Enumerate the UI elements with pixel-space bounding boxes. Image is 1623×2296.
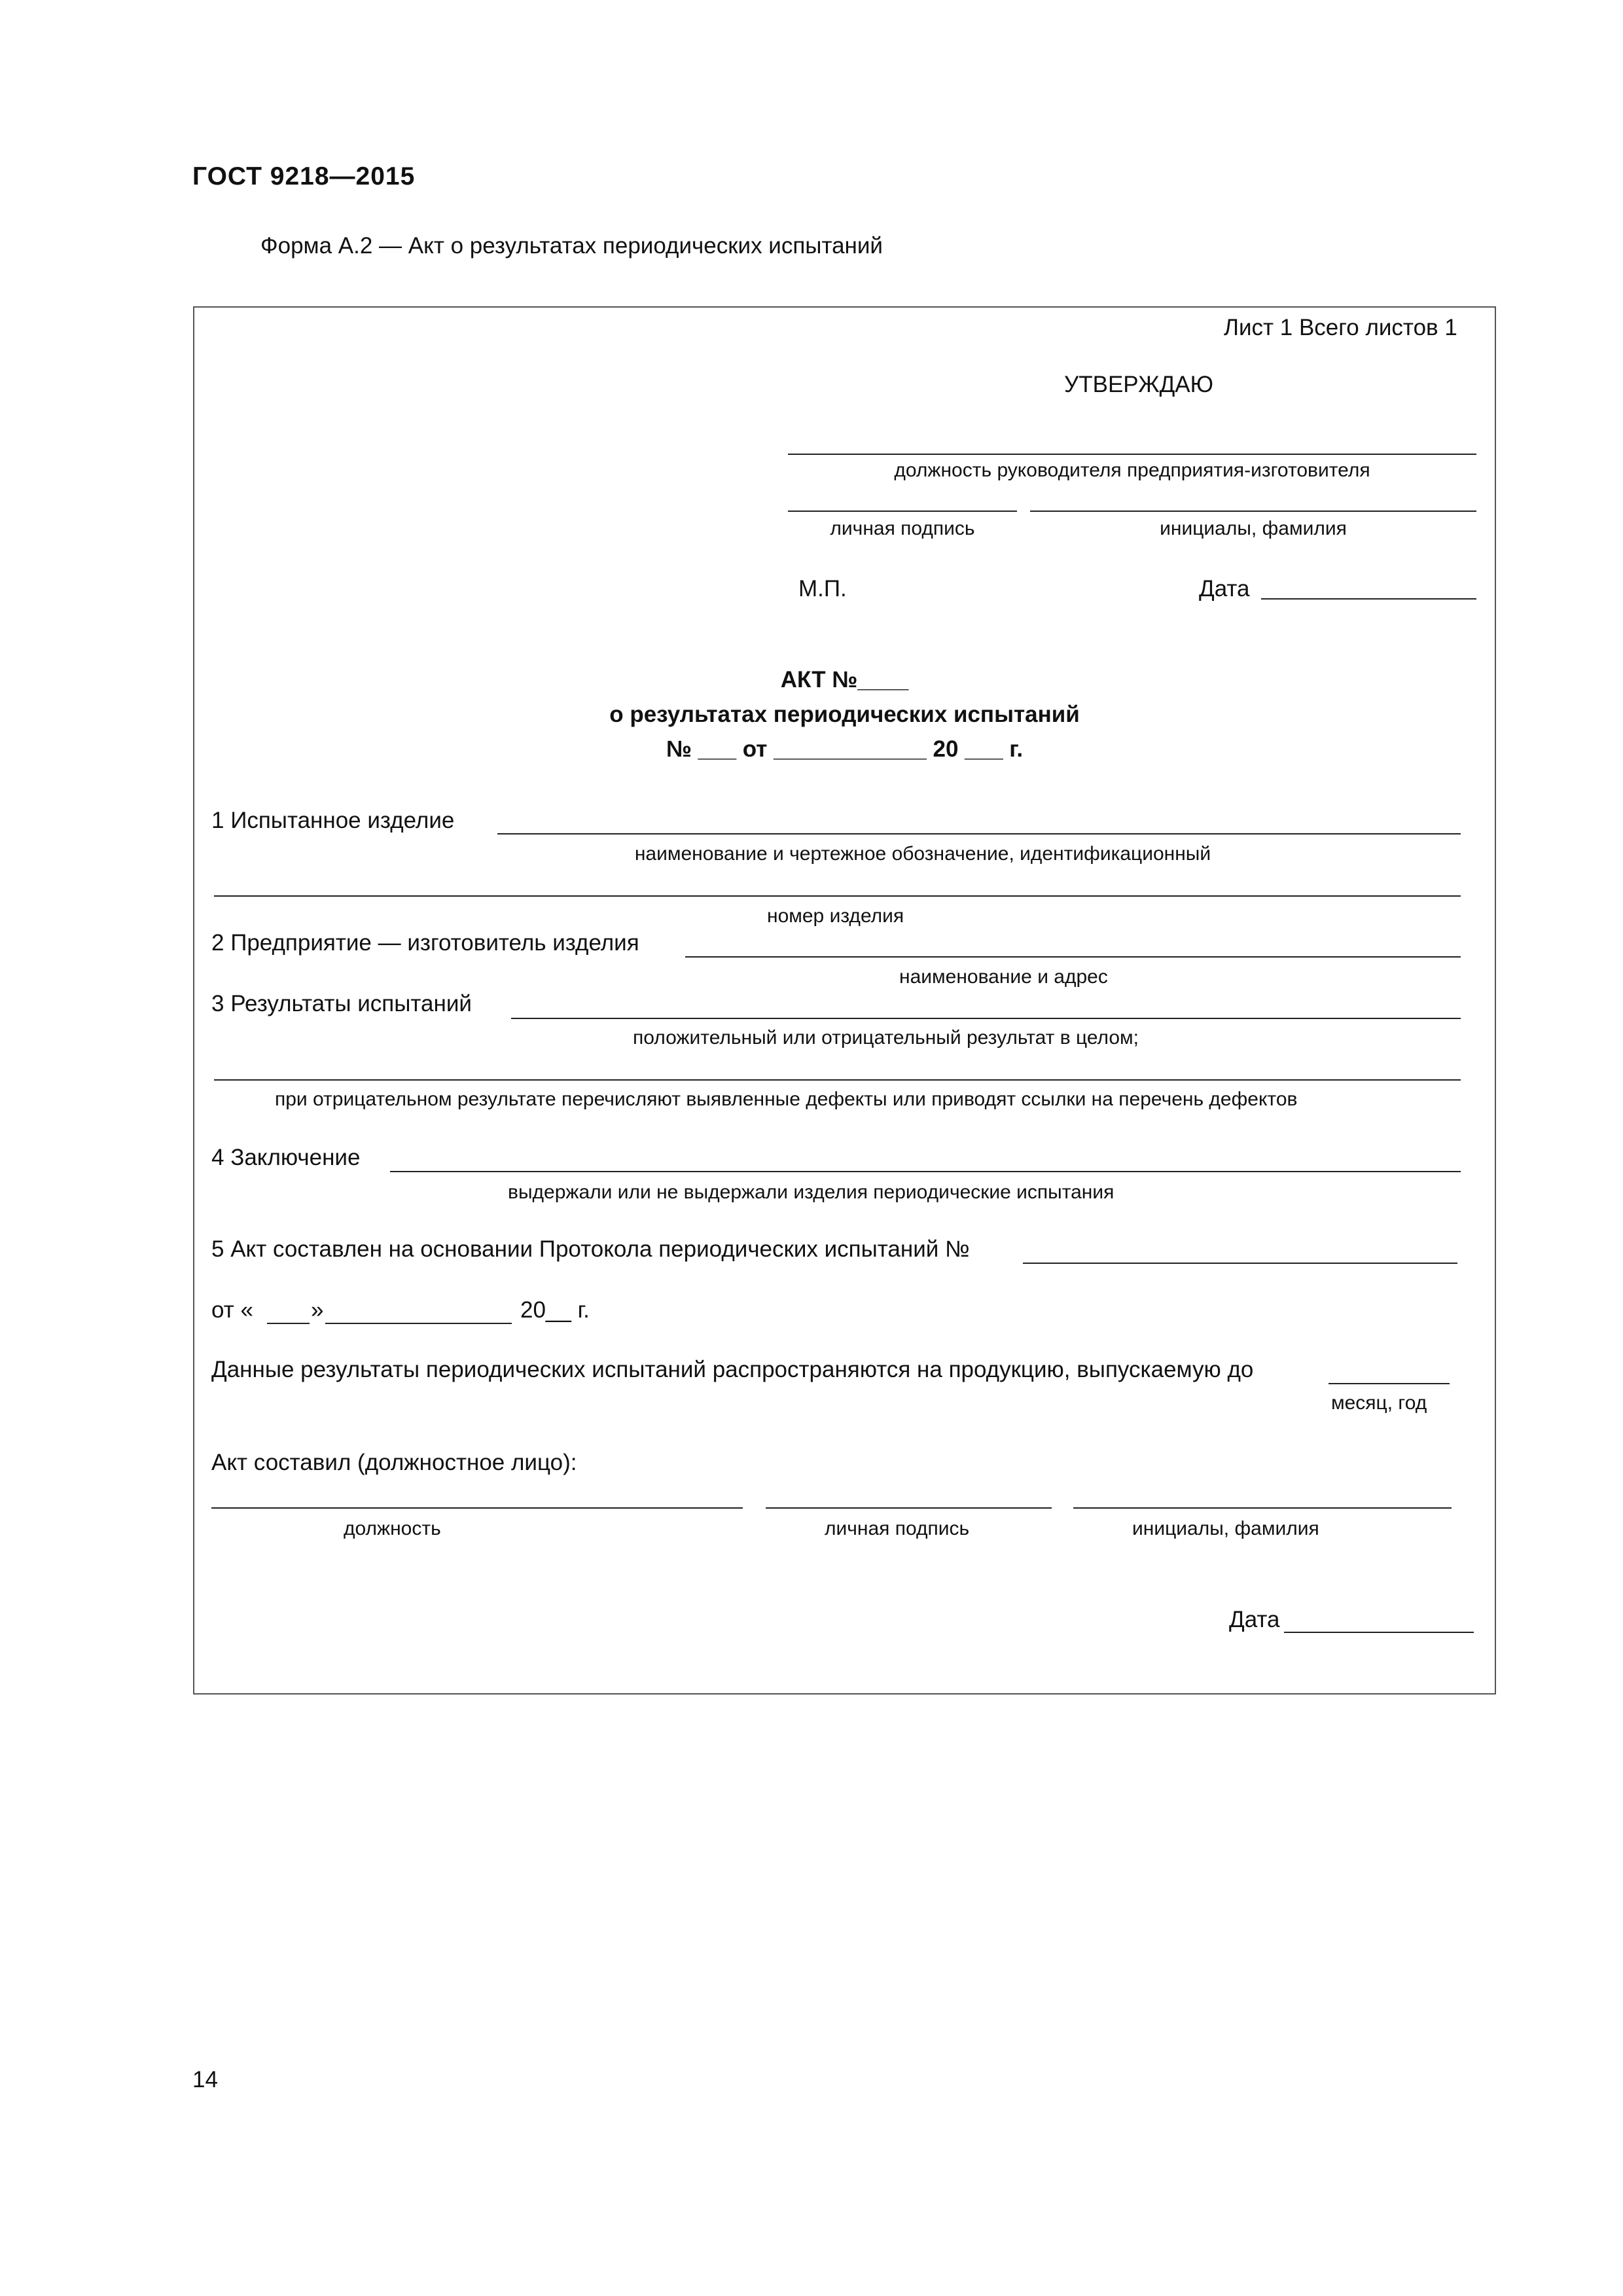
conclusion-line[interactable] — [390, 1171, 1461, 1172]
compiler-position-line[interactable] — [211, 1507, 743, 1509]
extension-text: Данные результаты периодических испытаний распространяются на продукцию, выпускаемую до — [211, 1357, 1254, 1382]
tested-product-caption-2: номер изделия — [767, 905, 904, 927]
approval-title: УТВЕРЖДАЮ — [1064, 372, 1213, 397]
conclusion-caption: выдержали или не выдержали изделия периодические испытания — [508, 1181, 1115, 1203]
results-caption-2: при отрицательном результате перечисляют выявленные дефекты или приводят ссылки на перечень дефектов — [275, 1088, 1298, 1110]
from-date-month-line[interactable] — [325, 1323, 512, 1324]
approver-position-line[interactable] — [788, 454, 1476, 455]
item-manufacturer-label: 2 Предприятие — изготовитель изделия — [211, 930, 639, 956]
standard-header: ГОСТ 9218—2015 — [192, 162, 416, 190]
from-date-quote-close: » — [311, 1297, 324, 1323]
tested-product-line-2[interactable] — [214, 895, 1461, 897]
compiler-date-label: Дата — [1229, 1607, 1280, 1632]
from-date-day-line[interactable] — [267, 1323, 310, 1324]
act-subtitle: о результатах периодических испытаний — [609, 702, 1080, 727]
tested-product-caption: наименование и чертежное обозначение, идентификационный — [634, 843, 1211, 865]
extension-date-line[interactable] — [1329, 1383, 1450, 1384]
item-conclusion-label: 4 Заключение — [211, 1145, 361, 1170]
act-number-line: № ___ от ____________ 20 ___ г. — [666, 736, 1024, 762]
compiler-name-line[interactable] — [1073, 1507, 1452, 1509]
approver-signature-caption: личная подпись — [830, 518, 975, 539]
act-title: АКТ №____ — [780, 667, 909, 692]
item-results-label: 3 Результаты испытаний — [211, 991, 472, 1016]
approver-name-caption: инициалы, фамилия — [1160, 518, 1347, 539]
compiler-date-line[interactable] — [1284, 1632, 1474, 1633]
results-line[interactable] — [511, 1018, 1461, 1019]
from-date-prefix: от « — [211, 1297, 253, 1323]
approver-name-line[interactable] — [1030, 511, 1476, 512]
stamp-label: М.П. — [798, 576, 847, 601]
manufacturer-caption: наименование и адрес — [899, 966, 1108, 988]
results-line-2[interactable] — [214, 1079, 1461, 1081]
compiler-name-caption: инициалы, фамилия — [1132, 1518, 1319, 1539]
sheet-info: Лист 1 Всего листов 1 — [1224, 315, 1457, 340]
compiler-signature-caption: личная подпись — [825, 1518, 970, 1539]
form-title: Форма А.2 — Акт о результатах периодических испытаний — [260, 233, 883, 259]
approver-signature-line[interactable] — [788, 511, 1017, 512]
compiler-position-caption: должность — [344, 1518, 441, 1539]
protocol-number-line[interactable] — [1023, 1263, 1457, 1264]
item-tested-product-label: 1 Испытанное изделие — [211, 808, 455, 833]
approval-date-line[interactable] — [1261, 598, 1476, 600]
compiler-label: Акт составил (должностное лицо): — [211, 1450, 577, 1475]
tested-product-line[interactable] — [497, 833, 1461, 834]
compiler-signature-line[interactable] — [766, 1507, 1052, 1509]
from-date-year: 20__ г. — [520, 1297, 590, 1323]
results-caption: положительный или отрицательный результат в целом; — [633, 1027, 1139, 1049]
approver-position-caption: должность руководителя предприятия-изготовителя — [894, 459, 1370, 481]
page-number: 14 — [192, 2067, 218, 2092]
extension-caption: месяц, год — [1331, 1392, 1427, 1414]
manufacturer-line[interactable] — [685, 956, 1461, 958]
approval-date-label: Дата — [1199, 576, 1250, 601]
item-basis-label: 5 Акт составлен на основании Протокола периодических испытаний № — [211, 1236, 970, 1262]
